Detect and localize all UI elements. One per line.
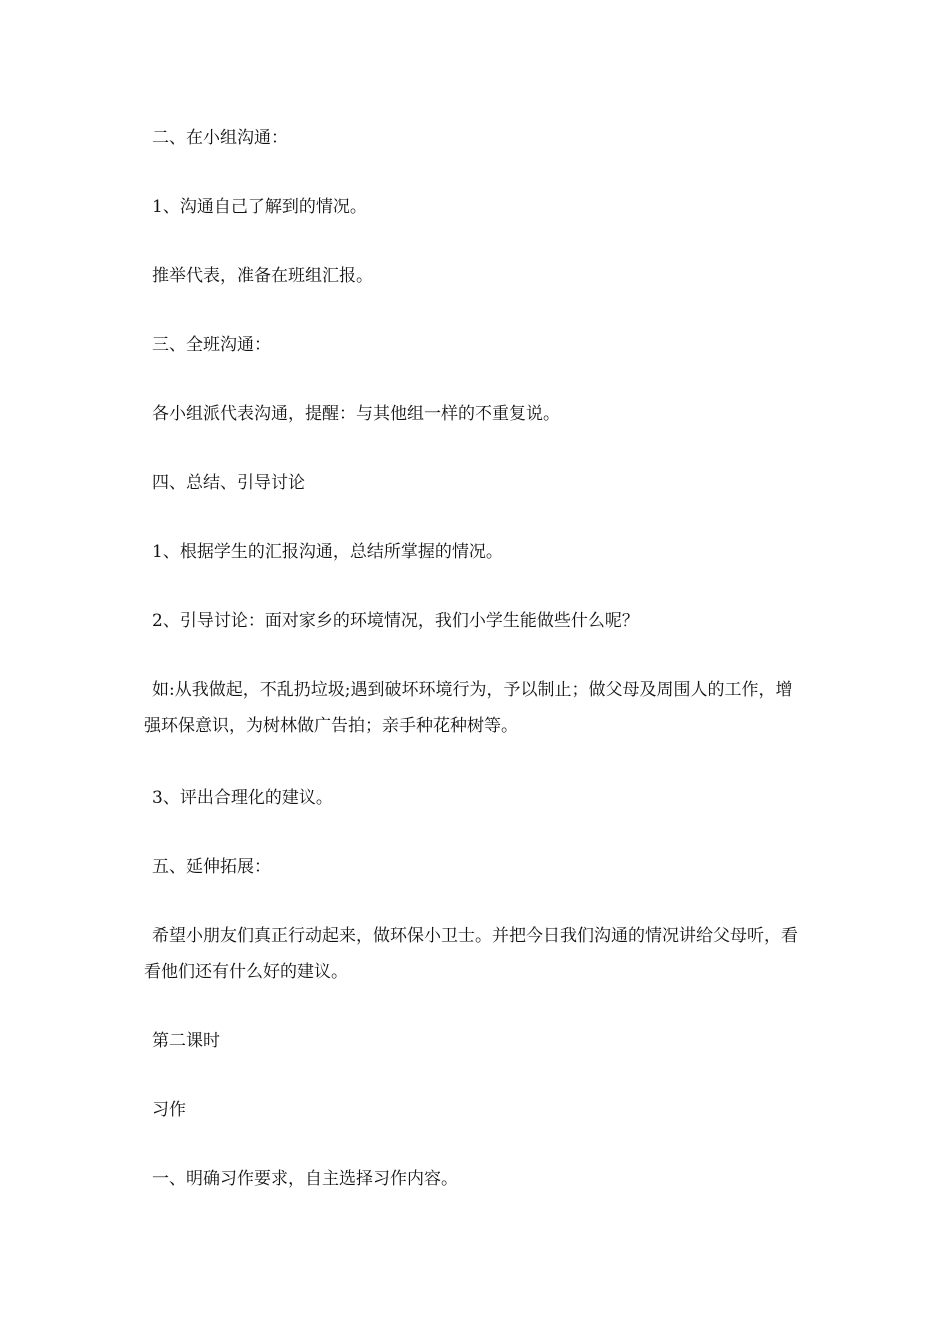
paragraph-example: 如:从我做起，不乱扔垃圾;遇到破坏环境行为，予以制止；做父母及周围人的工作，增强环保意识，为树林做广告拍；亲手种花种树等。 <box>144 680 793 736</box>
paragraph-heading-4: 四、总结、引导讨论 <box>152 473 305 493</box>
paragraph-summary-1: 1、根据学生的汇报沟通，总结所掌握的情况。 <box>152 542 503 562</box>
paragraph-second-lesson: 第二课时 <box>152 1031 220 1051</box>
paragraph-heading-5: 五、延伸拓展： <box>152 857 271 877</box>
paragraph-discussion-2: 2、引导讨论：面对家乡的环境情况，我们小学生能做些什么呢？ <box>152 611 639 631</box>
paragraph-heading-2: 二、在小组沟通： <box>152 128 288 148</box>
paragraph-extension: 希望小朋友们真正行动起来，做环保小卫士。并把今日我们沟通的情况讲给父母听，看看他们还有什么好的建议。 <box>144 926 798 982</box>
paragraph-group-report: 各小组派代表沟通，提醒：与其他组一样的不重复说。 <box>152 404 560 424</box>
paragraph-writing: 习作 <box>152 1100 186 1120</box>
paragraph-item-3: 3、评出合理化的建议。 <box>152 788 333 808</box>
paragraph-item-1: 1、沟通自己了解到的情况。 <box>152 197 367 217</box>
paragraph-writing-step-1: 一、明确习作要求，自主选择习作内容。 <box>152 1169 458 1189</box>
paragraph-heading-3: 三、全班沟通： <box>152 335 271 355</box>
paragraph-recommend: 推举代表，准备在班组汇报。 <box>152 266 373 286</box>
